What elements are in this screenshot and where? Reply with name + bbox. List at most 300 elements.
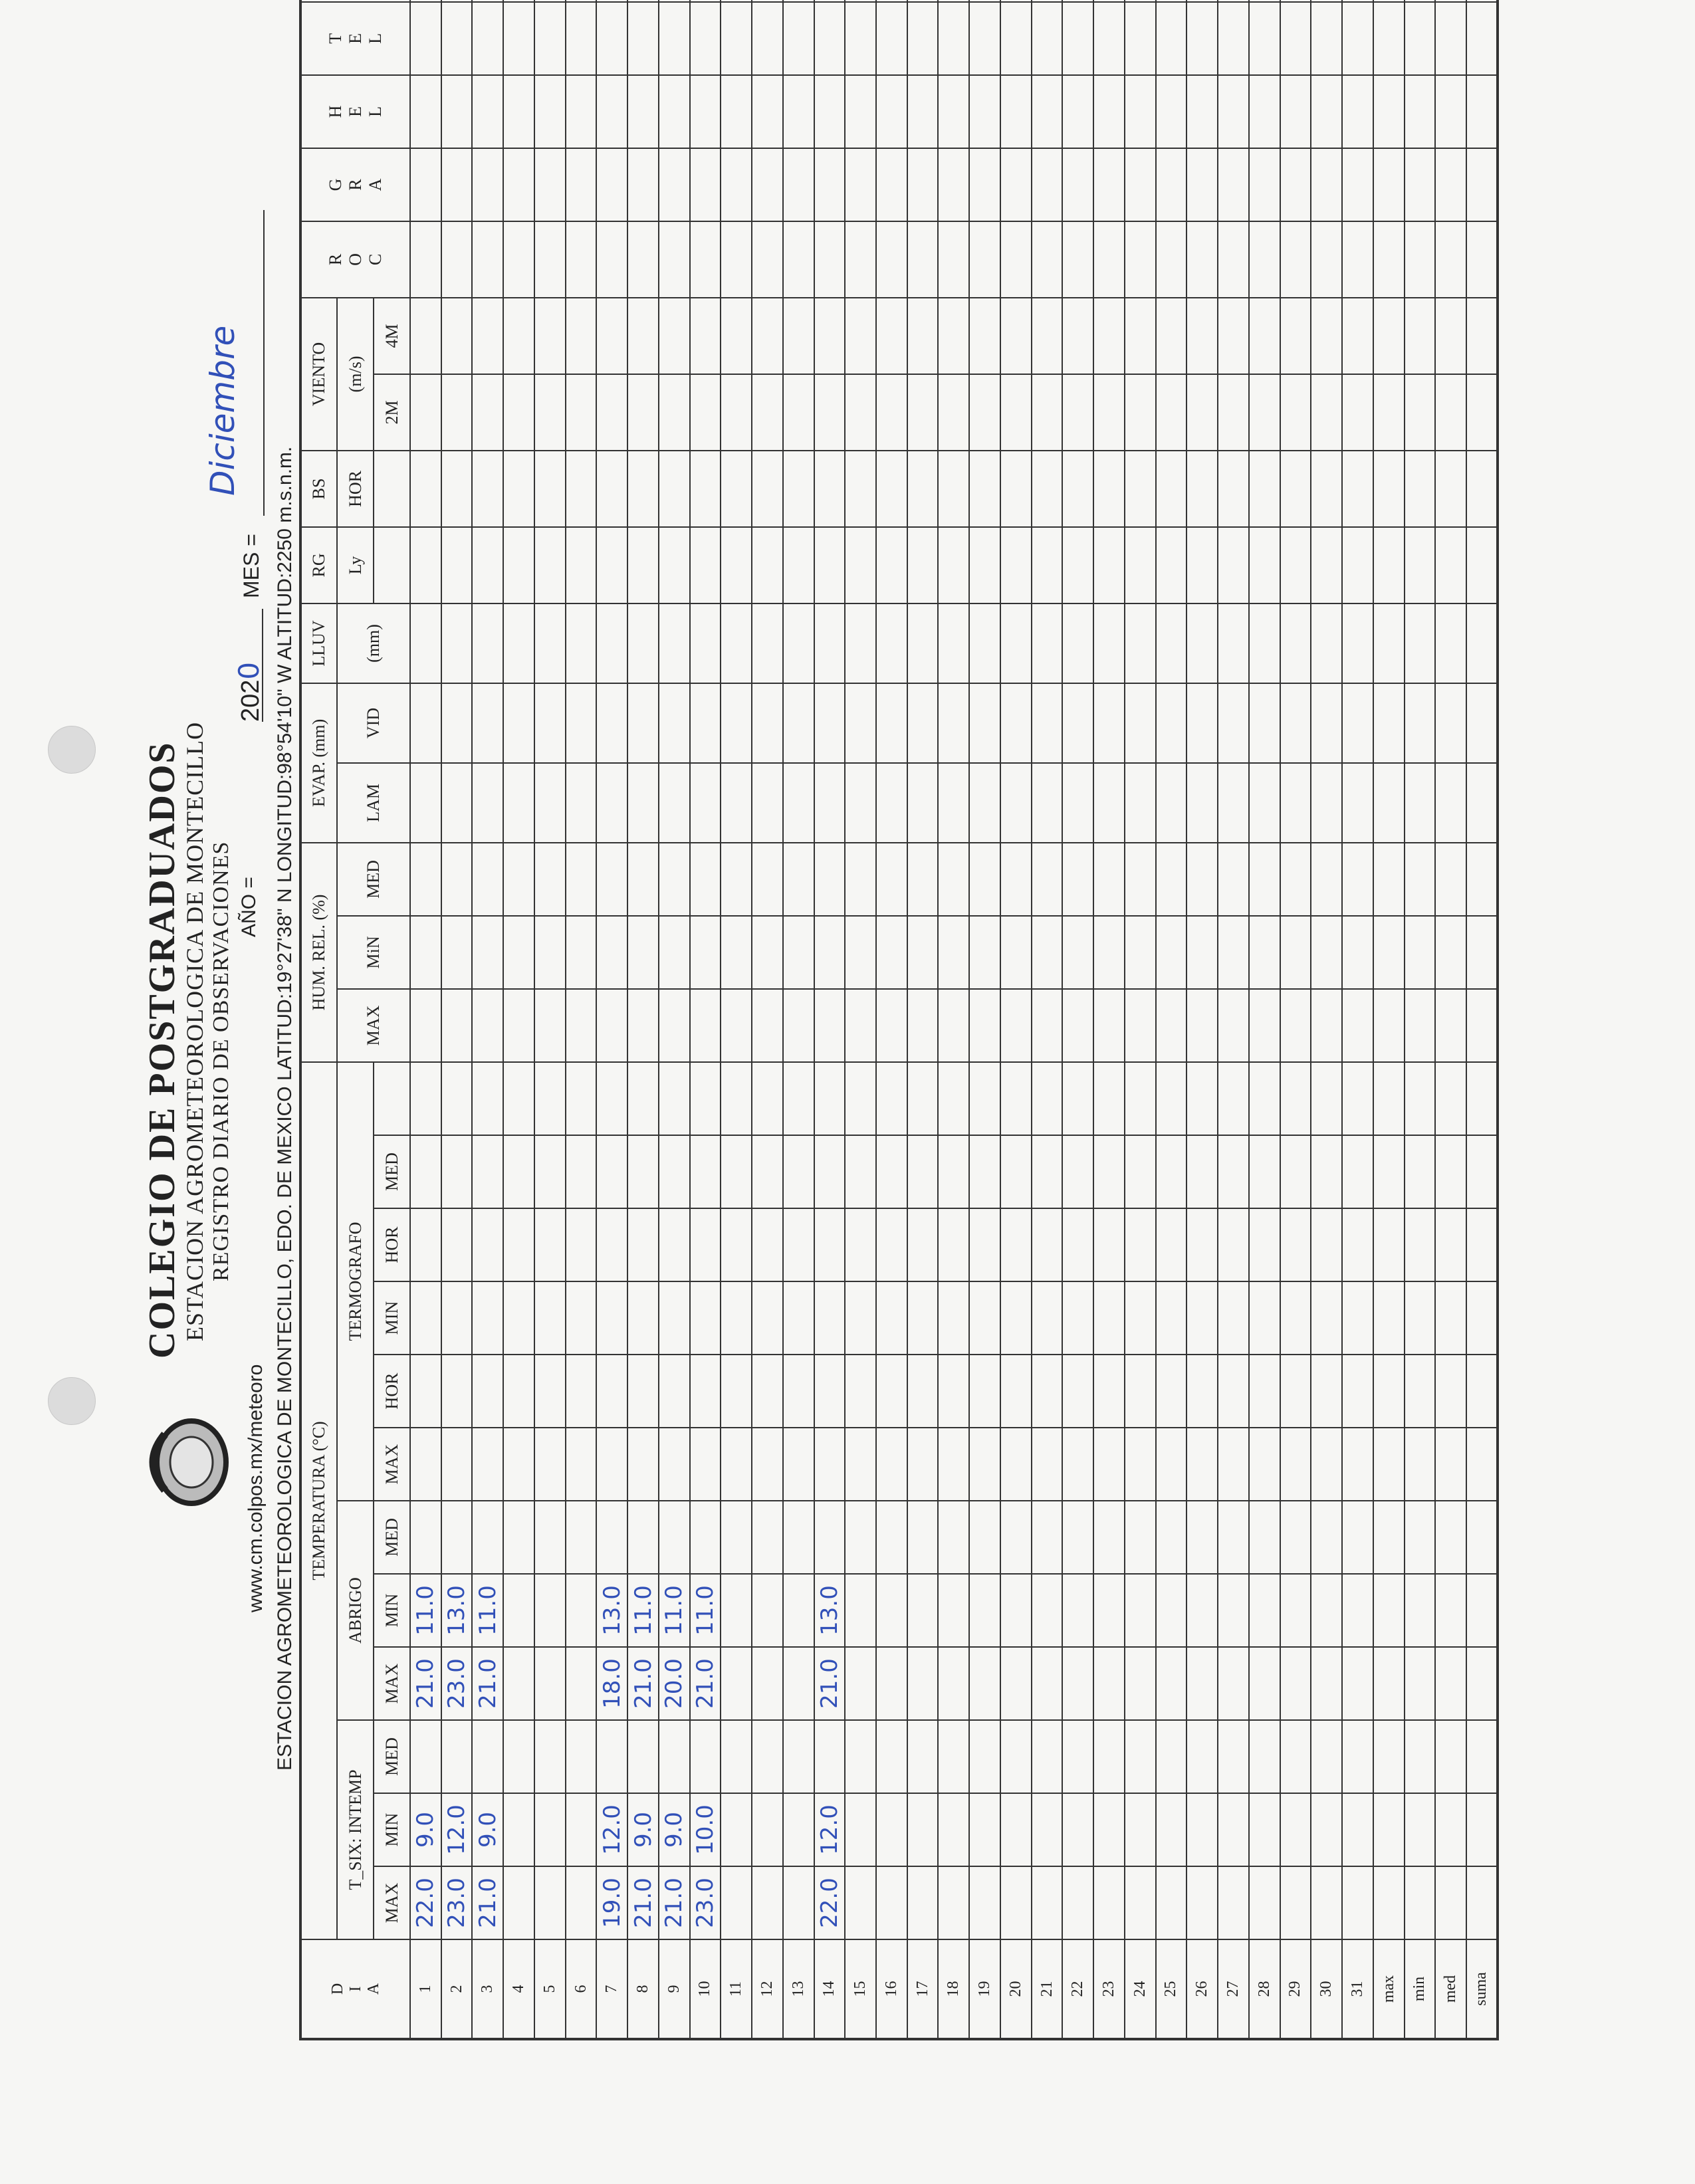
empty-cell xyxy=(1218,916,1249,989)
empty-cell xyxy=(410,75,441,148)
empty-cell xyxy=(845,374,876,451)
six-max-header: MAX xyxy=(374,1866,410,1939)
helada-e: E xyxy=(346,106,365,117)
empty-cell xyxy=(1342,683,1373,763)
helada-header xyxy=(300,75,410,148)
row-label: 29 xyxy=(1280,1939,1311,2039)
empty-cell xyxy=(1435,843,1466,916)
empty-cell xyxy=(1032,1501,1063,1574)
empty-cell xyxy=(690,451,721,527)
empty-cell xyxy=(845,1428,876,1501)
empty-cell xyxy=(876,2,907,75)
empty-cell xyxy=(1093,1501,1125,1574)
empty-cell xyxy=(1062,374,1093,451)
day-row-4 xyxy=(503,0,534,2039)
empty-cell xyxy=(1093,916,1125,989)
empty-cell xyxy=(1249,1647,1280,1720)
row-label: 19 xyxy=(969,1939,1000,2039)
empty-cell xyxy=(1405,1647,1436,1720)
empty-cell xyxy=(1280,148,1311,221)
empty-cell xyxy=(627,451,659,527)
empty-cell xyxy=(1125,1428,1156,1501)
empty-cell xyxy=(1125,221,1156,298)
empty-cell xyxy=(752,1501,783,1574)
helada-h: H xyxy=(326,105,345,118)
empty-cell xyxy=(969,75,1000,148)
empty-cell xyxy=(627,1281,659,1355)
row-label: 30 xyxy=(1311,1939,1342,2039)
empty-cell xyxy=(845,1208,876,1281)
empty-cell xyxy=(1218,1428,1249,1501)
empty-cell xyxy=(1435,1866,1466,1939)
empty-cell xyxy=(1249,298,1280,374)
empty-cell xyxy=(1342,1501,1373,1574)
empty-cell xyxy=(1093,75,1125,148)
empty-cell xyxy=(1373,916,1405,989)
day-row-31 xyxy=(1342,0,1373,2039)
row-label: 24 xyxy=(1125,1939,1156,2039)
empty-cell xyxy=(1435,763,1466,843)
empty-cell xyxy=(1435,75,1466,148)
empty-cell xyxy=(596,1062,627,1135)
empty-cell xyxy=(1249,2,1280,75)
rocio-o: O xyxy=(346,253,365,266)
empty-cell xyxy=(410,148,441,221)
empty-cell xyxy=(1156,1281,1187,1355)
empty-cell xyxy=(441,374,473,451)
empty-cell xyxy=(1062,603,1093,683)
empty-cell xyxy=(1186,1501,1218,1574)
empty-cell xyxy=(596,683,627,763)
empty-cell xyxy=(534,1355,566,1428)
empty-cell xyxy=(907,221,939,298)
empty-cell xyxy=(690,683,721,763)
empty-cell xyxy=(410,1135,441,1208)
empty-cell xyxy=(1156,989,1187,1062)
empty-cell xyxy=(1156,763,1187,843)
hum-max-header: MAX xyxy=(337,989,410,1062)
empty-cell xyxy=(1093,843,1125,916)
tempestad-t: T xyxy=(326,33,345,44)
empty-cell xyxy=(1466,75,1498,148)
reading-abr-max: 21.0 xyxy=(627,1647,659,1720)
empty-cell xyxy=(1466,989,1498,1062)
reading-six-min: 12.0 xyxy=(814,1793,846,1866)
row-label: 20 xyxy=(1000,1939,1032,2039)
rocio-header xyxy=(300,221,410,298)
empty-cell xyxy=(1000,989,1032,1062)
empty-cell xyxy=(1435,527,1466,603)
empty-cell xyxy=(752,843,783,916)
day-row-28 xyxy=(1249,0,1280,2039)
empty-cell xyxy=(659,298,690,374)
empty-cell xyxy=(1218,148,1249,221)
empty-cell xyxy=(1218,843,1249,916)
empty-cell xyxy=(566,0,597,2)
empty-cell xyxy=(441,527,473,603)
row-label: 10 xyxy=(690,1939,721,2039)
empty-cell xyxy=(1125,1793,1156,1866)
empty-cell xyxy=(1466,1281,1498,1355)
empty-cell xyxy=(845,1866,876,1939)
empty-cell xyxy=(1280,1574,1311,1647)
empty-cell xyxy=(1186,1574,1218,1647)
empty-cell xyxy=(659,1208,690,1281)
empty-cell xyxy=(503,2,534,75)
day-row-21 xyxy=(1032,0,1063,2039)
empty-cell xyxy=(690,1062,721,1135)
empty-cell xyxy=(659,1720,690,1793)
empty-cell xyxy=(659,683,690,763)
empty-cell xyxy=(1249,1501,1280,1574)
empty-cell xyxy=(845,451,876,527)
empty-cell xyxy=(566,1647,597,1720)
empty-cell xyxy=(1000,1866,1032,1939)
empty-cell xyxy=(410,298,441,374)
reading-six-min: 10.0 xyxy=(690,1793,721,1866)
empty-cell xyxy=(596,1720,627,1793)
empty-cell xyxy=(752,2,783,75)
empty-cell xyxy=(1405,2,1436,75)
empty-cell xyxy=(1373,2,1405,75)
empty-cell xyxy=(534,2,566,75)
empty-cell xyxy=(410,451,441,527)
empty-cell xyxy=(1186,1135,1218,1208)
empty-cell xyxy=(1062,1428,1093,1501)
empty-cell xyxy=(1062,75,1093,148)
empty-cell xyxy=(845,843,876,916)
empty-cell xyxy=(1032,1720,1063,1793)
reading-six-min: 9.0 xyxy=(410,1793,441,1866)
empty-cell xyxy=(845,75,876,148)
empty-cell xyxy=(566,2,597,75)
empty-cell xyxy=(752,374,783,451)
empty-cell xyxy=(814,1281,846,1355)
dia-letter-i: I xyxy=(346,1986,364,1992)
empty-cell xyxy=(690,1281,721,1355)
empty-cell xyxy=(1466,298,1498,374)
empty-cell xyxy=(1280,451,1311,527)
empty-cell xyxy=(1435,989,1466,1062)
empty-cell xyxy=(1435,1793,1466,1866)
empty-cell xyxy=(566,1355,597,1428)
empty-cell xyxy=(1062,148,1093,221)
empty-cell xyxy=(566,1793,597,1866)
empty-cell xyxy=(410,1062,441,1135)
empty-cell xyxy=(441,843,473,916)
empty-cell xyxy=(1311,1793,1342,1866)
empty-cell xyxy=(907,1793,939,1866)
empty-cell xyxy=(1405,843,1436,916)
empty-cell xyxy=(566,916,597,989)
empty-cell xyxy=(1373,374,1405,451)
month-label: MES = xyxy=(239,534,263,598)
empty-cell xyxy=(1125,1866,1156,1939)
empty-cell xyxy=(1218,451,1249,527)
empty-cell xyxy=(783,1793,814,1866)
empty-cell xyxy=(907,1647,939,1720)
day-row-15 xyxy=(845,0,876,2039)
empty-cell xyxy=(1466,374,1498,451)
empty-cell xyxy=(1093,1062,1125,1135)
empty-cell xyxy=(566,527,597,603)
empty-cell xyxy=(938,1574,969,1647)
empty-cell xyxy=(410,374,441,451)
empty-cell xyxy=(845,763,876,843)
empty-cell xyxy=(1435,1501,1466,1574)
empty-cell xyxy=(1125,527,1156,603)
empty-cell xyxy=(1032,1647,1063,1720)
empty-cell xyxy=(1373,763,1405,843)
empty-cell xyxy=(845,1501,876,1574)
empty-cell xyxy=(721,1062,752,1135)
empty-cell xyxy=(721,683,752,763)
lluv-header: LLUV xyxy=(300,603,337,683)
empty-cell xyxy=(410,763,441,843)
empty-cell xyxy=(721,0,752,2)
empty-cell xyxy=(1186,1281,1218,1355)
year-label: AÑO = xyxy=(238,877,260,937)
row-label: 28 xyxy=(1249,1939,1280,2039)
empty-cell xyxy=(845,916,876,989)
empty-cell xyxy=(410,1281,441,1355)
empty-cell xyxy=(1186,683,1218,763)
empty-cell xyxy=(1062,527,1093,603)
empty-cell xyxy=(1466,1720,1498,1793)
empty-cell xyxy=(1280,374,1311,451)
empty-cell xyxy=(1373,1720,1405,1793)
empty-cell xyxy=(938,1428,969,1501)
empty-cell xyxy=(1435,298,1466,374)
row-label: suma xyxy=(1466,1939,1498,2039)
summary-row-suma xyxy=(1466,0,1498,2039)
empty-cell xyxy=(1405,683,1436,763)
empty-cell xyxy=(938,1281,969,1355)
empty-cell xyxy=(845,1574,876,1647)
empty-cell xyxy=(1405,148,1436,221)
empty-cell xyxy=(1342,603,1373,683)
empty-cell xyxy=(938,2,969,75)
empty-cell xyxy=(876,451,907,527)
empty-cell xyxy=(1311,1720,1342,1793)
day-row-27 xyxy=(1218,0,1249,2039)
empty-cell xyxy=(1342,1793,1373,1866)
empty-cell xyxy=(814,1135,846,1208)
empty-cell xyxy=(1280,1793,1311,1866)
viento-2m-header: 2M xyxy=(374,374,410,451)
row-label: 3 xyxy=(472,1939,503,2039)
empty-cell xyxy=(907,1501,939,1574)
empty-cell xyxy=(1032,1793,1063,1866)
empty-cell xyxy=(1186,603,1218,683)
empty-cell xyxy=(1186,75,1218,148)
empty-cell xyxy=(503,1208,534,1281)
empty-cell xyxy=(1249,1574,1280,1647)
empty-cell xyxy=(721,451,752,527)
empty-cell xyxy=(1032,1866,1063,1939)
empty-cell xyxy=(1435,374,1466,451)
empty-cell xyxy=(1466,148,1498,221)
empty-cell xyxy=(907,843,939,916)
empty-cell xyxy=(1000,1428,1032,1501)
empty-cell xyxy=(1032,1355,1063,1428)
empty-cell xyxy=(907,683,939,763)
empty-cell xyxy=(721,2,752,75)
empty-cell xyxy=(566,148,597,221)
empty-cell xyxy=(1405,1135,1436,1208)
empty-cell xyxy=(938,1135,969,1208)
empty-cell xyxy=(1125,1501,1156,1574)
empty-cell xyxy=(534,1208,566,1281)
empty-cell xyxy=(1249,683,1280,763)
empty-cell xyxy=(534,148,566,221)
row-label: 12 xyxy=(752,1939,783,2039)
dia-letter-d: D xyxy=(328,1983,346,1995)
empty-cell xyxy=(783,1574,814,1647)
empty-cell xyxy=(1186,916,1218,989)
empty-cell xyxy=(1000,763,1032,843)
empty-cell xyxy=(441,683,473,763)
empty-cell xyxy=(690,75,721,148)
termo-max-header: MAX xyxy=(374,1428,410,1501)
empty-cell xyxy=(1032,603,1063,683)
empty-cell xyxy=(596,603,627,683)
empty-cell xyxy=(566,1281,597,1355)
empty-cell xyxy=(627,221,659,298)
empty-cell xyxy=(441,1135,473,1208)
empty-cell xyxy=(938,75,969,148)
reading-six-max: 19.0 xyxy=(596,1866,627,1939)
empty-cell xyxy=(1311,221,1342,298)
empty-cell xyxy=(1373,603,1405,683)
empty-cell xyxy=(814,843,846,916)
empty-cell xyxy=(566,1866,597,1939)
empty-cell xyxy=(1032,221,1063,298)
empty-cell xyxy=(938,603,969,683)
empty-cell xyxy=(969,1647,1000,1720)
empty-cell xyxy=(503,1135,534,1208)
empty-cell xyxy=(876,1355,907,1428)
empty-cell xyxy=(938,1647,969,1720)
empty-cell xyxy=(472,527,503,603)
empty-cell xyxy=(410,1501,441,1574)
empty-cell xyxy=(752,916,783,989)
empty-cell xyxy=(1156,1062,1187,1135)
empty-cell xyxy=(596,763,627,843)
empty-cell xyxy=(969,221,1000,298)
reading-six-min: 9.0 xyxy=(659,1793,690,1866)
empty-cell xyxy=(1311,603,1342,683)
empty-cell xyxy=(1405,0,1436,2)
empty-cell xyxy=(938,683,969,763)
empty-cell xyxy=(1093,451,1125,527)
empty-cell xyxy=(1466,1428,1498,1501)
empty-cell xyxy=(410,1720,441,1793)
reading-abr-max: 21.0 xyxy=(472,1647,503,1720)
empty-cell xyxy=(1032,1135,1063,1208)
empty-cell xyxy=(1032,1574,1063,1647)
empty-cell xyxy=(938,0,969,2)
empty-cell xyxy=(472,1720,503,1793)
empty-cell xyxy=(596,221,627,298)
reading-abr-min: 11.0 xyxy=(627,1574,659,1647)
empty-cell xyxy=(1186,1866,1218,1939)
day-row-1 xyxy=(410,0,441,2039)
row-label: med xyxy=(1435,1939,1466,2039)
empty-cell xyxy=(1125,1135,1156,1208)
empty-cell xyxy=(1000,683,1032,763)
row-label: 6 xyxy=(566,1939,597,2039)
rg-unit-header: Ly xyxy=(337,527,374,603)
empty-cell xyxy=(1125,989,1156,1062)
empty-cell xyxy=(1405,1355,1436,1428)
empty-cell xyxy=(1311,1866,1342,1939)
empty-cell xyxy=(1435,1135,1466,1208)
empty-cell xyxy=(752,1866,783,1939)
empty-cell xyxy=(752,1281,783,1355)
empty-cell xyxy=(907,2,939,75)
empty-cell xyxy=(721,603,752,683)
empty-cell xyxy=(1311,148,1342,221)
abrigo-header: ABRIGO xyxy=(337,1501,374,1720)
empty-cell xyxy=(1342,298,1373,374)
empty-cell xyxy=(845,148,876,221)
empty-cell xyxy=(1373,1208,1405,1281)
empty-cell xyxy=(1311,989,1342,1062)
empty-cell xyxy=(1218,75,1249,148)
empty-cell xyxy=(503,1501,534,1574)
empty-cell xyxy=(410,527,441,603)
reading-six-max: 21.0 xyxy=(627,1866,659,1939)
row-label: 25 xyxy=(1156,1939,1187,2039)
empty-cell xyxy=(1000,1135,1032,1208)
empty-cell xyxy=(441,1428,473,1501)
empty-cell xyxy=(1435,1720,1466,1793)
empty-cell xyxy=(1373,527,1405,603)
empty-cell xyxy=(1311,1428,1342,1501)
institution-title: COLEGIO DE POSTGRADUADOS xyxy=(142,741,183,1359)
empty-cell xyxy=(1249,989,1280,1062)
empty-cell xyxy=(1125,763,1156,843)
empty-cell xyxy=(1000,298,1032,374)
empty-cell xyxy=(596,75,627,148)
empty-cell xyxy=(752,1720,783,1793)
row-label: 13 xyxy=(783,1939,814,2039)
row-label: 4 xyxy=(503,1939,534,2039)
bs-blank-header xyxy=(374,451,410,527)
empty-cell xyxy=(690,1720,721,1793)
empty-cell xyxy=(938,1208,969,1281)
empty-cell xyxy=(472,989,503,1062)
empty-cell xyxy=(1466,221,1498,298)
empty-cell xyxy=(534,298,566,374)
empty-cell xyxy=(534,763,566,843)
empty-cell xyxy=(441,1720,473,1793)
empty-cell xyxy=(1186,843,1218,916)
empty-cell xyxy=(876,916,907,989)
t-six-header: T_SIX: INTEMP xyxy=(337,1720,374,1939)
dia-letter-a: A xyxy=(364,1983,382,1995)
empty-cell xyxy=(969,148,1000,221)
empty-cell xyxy=(845,1281,876,1355)
six-min-header: MIN xyxy=(374,1793,410,1866)
day-row-25 xyxy=(1156,0,1187,2039)
empty-cell xyxy=(1405,916,1436,989)
tempestad-l: L xyxy=(366,33,385,44)
day-row-3 xyxy=(472,0,503,2039)
empty-cell xyxy=(472,221,503,298)
empty-cell xyxy=(876,683,907,763)
